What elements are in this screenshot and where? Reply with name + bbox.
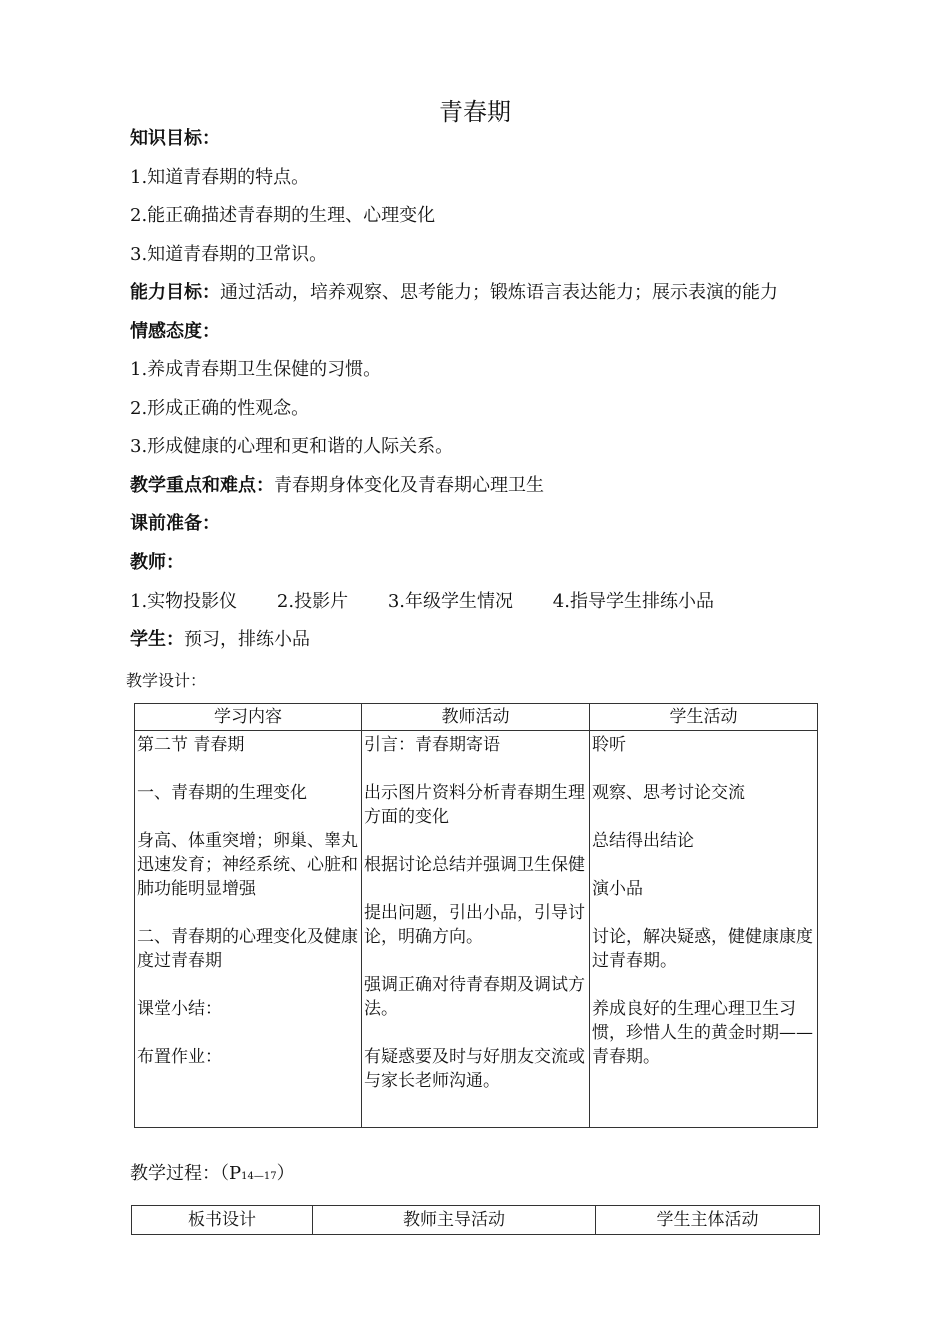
emotion-item: 3.形成健康的心理和更和谐的人际关系。: [130, 436, 454, 457]
design-header-cell: 学生活动: [590, 704, 818, 731]
keypoints-heading: 教学重点和难点：: [130, 475, 274, 496]
teacher-heading: 教师：: [130, 552, 184, 573]
cell-item: 强调正确对待青春期及调试方法。: [364, 975, 585, 1019]
cell-item: 一、青春期的生理变化: [137, 783, 307, 803]
cell-item: 观察、思考讨论交流: [592, 783, 745, 803]
cell-item: 养成良好的生理心理卫生习惯，珍惜人生的黄金时期——青春期。: [592, 999, 813, 1067]
process-header-row: [132, 1206, 820, 1235]
ability-heading: 能力目标：: [130, 282, 220, 303]
cell-item: 根据讨论总结并强调卫生保健: [364, 855, 585, 875]
design-body-row: [135, 731, 818, 1128]
process-pages-close: ）: [276, 1163, 295, 1184]
cell-item: 聆听: [592, 735, 626, 755]
knowledge-heading: 知识目标：: [130, 128, 220, 149]
teacher-item: 3.年级学生情况: [387, 591, 514, 612]
cell-item: 出示图片资料分析青春期生理方面的变化: [364, 783, 585, 827]
cell-item: 身高、体重突增；卵巢、睾丸迅速发育；神经系统、心脏和肺功能明显增强: [137, 831, 358, 899]
cell-item: 有疑惑要及时与好朋友交流或与家长老师沟通。: [364, 1047, 585, 1091]
emotion-item: 1.养成青春期卫生保健的习惯。: [130, 359, 382, 380]
teacher-item: 2.投影片: [276, 591, 349, 612]
learning-content-cell: [135, 731, 362, 1128]
design-table: [134, 703, 818, 1128]
cell-item: 二、青春期的心理变化及健康度过青春期: [137, 927, 358, 971]
student-activity-cell: [590, 731, 818, 1128]
teacher-items: [130, 589, 714, 615]
cell-item: 提出问题，引出小品，引导讨论，明确方向。: [364, 903, 585, 947]
document-title: 青春期: [439, 98, 511, 126]
process-header-cell: 板书设计: [132, 1206, 313, 1235]
design-label: 教学设计：: [126, 671, 207, 690]
ability-text: 通过活动，培养观察、思考能力；锻炼语言表达能力；展示表演的能力: [220, 282, 778, 303]
process-line: [130, 1161, 295, 1190]
teacher-item: 1.实物投影仪: [130, 591, 238, 612]
cell-item: 总结得出结论: [592, 831, 694, 851]
ability-line: [130, 280, 778, 306]
cell-item: 第二节 青春期: [137, 735, 245, 755]
preparation-heading: 课前准备：: [130, 513, 220, 534]
design-header-cell: 学习内容: [135, 704, 362, 731]
process-header-cell: 教师主导活动: [313, 1206, 596, 1235]
design-header-row: [135, 704, 818, 731]
emotion-item: 2.形成正确的性观念。: [130, 398, 310, 419]
cell-item: 课堂小结：: [137, 999, 222, 1019]
knowledge-item: 2.能正确描述青春期的生理、心理变化: [130, 205, 436, 226]
design-header-cell: 教师活动: [362, 704, 590, 731]
emotion-heading: 情感态度：: [130, 321, 220, 342]
teacher-activity-cell: [362, 731, 590, 1128]
knowledge-item: 1.知道青春期的特点。: [130, 167, 310, 188]
student-heading: 学生：: [130, 629, 184, 650]
cell-item: 布置作业：: [137, 1047, 222, 1067]
cell-item: 引言：青春期寄语: [364, 735, 500, 755]
keypoints-line: [130, 473, 544, 499]
process-pages-range: 14—17: [241, 1171, 277, 1182]
student-text: 预习，排练小品: [184, 629, 310, 650]
process-label: 教学过程：: [130, 1163, 220, 1184]
keypoints-text: 青春期身体变化及青春期心理卫生: [274, 475, 544, 496]
cell-item: 讨论，解决疑惑，健健康康度过青春期。: [592, 927, 813, 971]
process-pages-open: （P: [220, 1163, 242, 1184]
knowledge-item: 3.知道青春期的卫常识。: [130, 244, 328, 265]
teacher-item: 4.指导学生排练小品: [552, 591, 714, 612]
process-table: [131, 1205, 820, 1235]
process-header-cell: 学生主体活动: [596, 1206, 820, 1235]
student-line: [130, 627, 310, 653]
cell-item: 演小品: [592, 879, 643, 899]
